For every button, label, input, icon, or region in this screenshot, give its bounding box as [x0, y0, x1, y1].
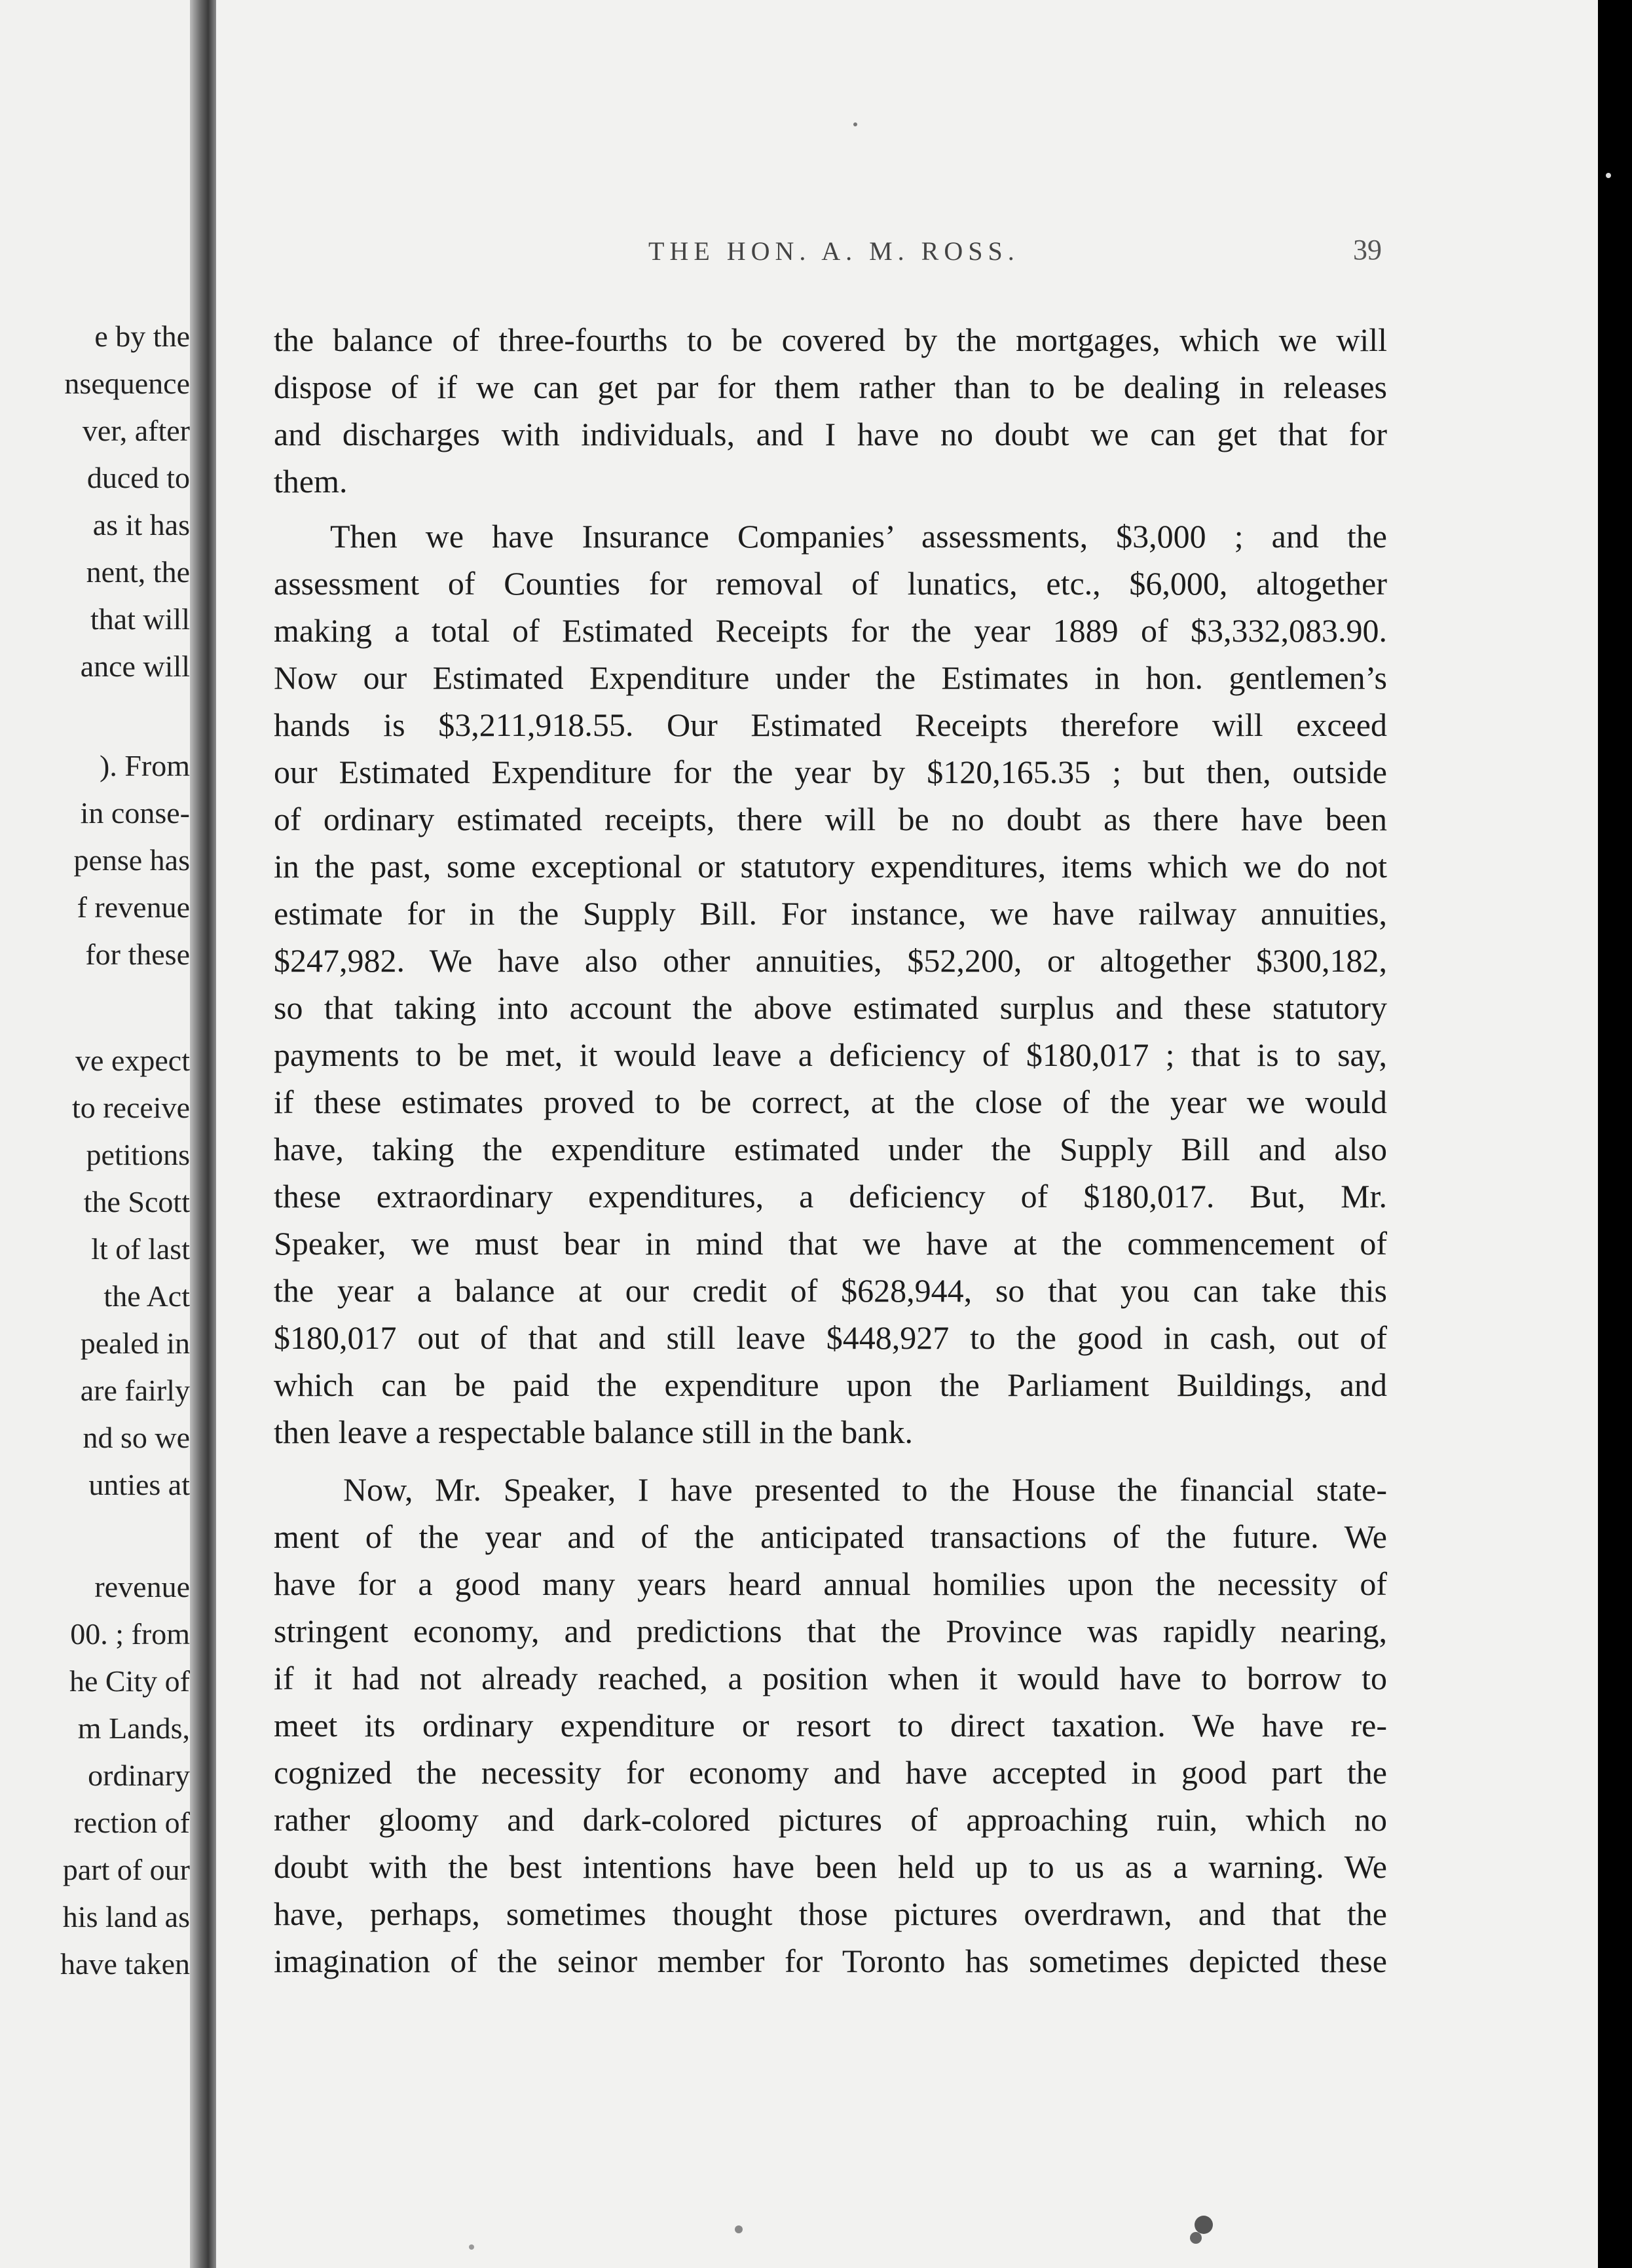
left-page-line: unties at — [88, 1468, 190, 1501]
left-page-line: the Scott — [83, 1185, 190, 1218]
body-line: Now, Mr. Speaker, I have presented to the House the financial state- — [343, 1471, 1387, 1508]
body-line: imagination of the seinor member for Toronto has sometimes depicted these — [274, 1943, 1387, 1979]
body-line: have, taking the expenditure estimated under the Supply Bill and also — [274, 1131, 1387, 1167]
scan-border — [1598, 0, 1632, 2268]
running-head: THE HON. A. M. ROSS. — [648, 236, 1020, 266]
body-line: estimate for in the Supply Bill. For instance, we have railway annuities, — [274, 895, 1387, 932]
body-line: in the past, some exceptional or statutory expenditures, items which we do not — [274, 848, 1387, 885]
body-line: assessment of Counties for removal of lunatics, etc., $6,000, altogether — [274, 565, 1387, 602]
body-line: doubt with the best intentions have been held up to us as a warning. We — [274, 1848, 1387, 1885]
body-line: $247,982. We have also other annuities, $52,200, or altogether $300,182, — [274, 942, 1387, 979]
body-line: the balance of three-fourths to be covered by the mortgages, which we will — [274, 321, 1387, 358]
left-page-line: ve expect — [75, 1044, 190, 1077]
body-line: have for a good many years heard annual homilies upon the necessity of — [274, 1565, 1387, 1602]
book-gutter — [190, 0, 216, 2268]
body-line: them. — [274, 463, 348, 500]
body-line: these extraordinary expenditures, a deficiency of $180,017. But, Mr. — [274, 1178, 1387, 1215]
left-page-line: nd so we — [83, 1421, 190, 1454]
left-page-line: to receive — [71, 1091, 190, 1124]
body-line: Speaker, we must bear in mind that we have at the commencement of — [274, 1225, 1387, 1262]
left-page-line: he City of — [69, 1664, 190, 1698]
body-line: have, perhaps, sometimes thought those pictures overdrawn, and that the — [274, 1895, 1387, 1932]
body-line: of ordinary estimated receipts, there will be no doubt as there have been — [274, 801, 1387, 837]
left-page-line: in conse- — [80, 796, 190, 830]
left-page-line: pealed in — [80, 1326, 190, 1360]
left-page-line: lt of last — [91, 1232, 190, 1266]
left-page-line: his land as — [62, 1900, 190, 1933]
body-line: stringent economy, and predictions that the Province was rapidly nearing, — [274, 1613, 1387, 1649]
body-line: cognized the necessity for economy and have accepted in good part the — [274, 1754, 1387, 1791]
body-line: $180,017 out of that and still leave $448,927 to the good in cash, out of — [274, 1319, 1387, 1356]
body-line: hands is $3,211,918.55. Our Estimated Receipts therefore will exceed — [274, 706, 1387, 743]
left-page-line: pense has — [73, 843, 190, 877]
left-page-line: petitions — [86, 1138, 190, 1171]
left-page-line: ver, after — [82, 414, 190, 447]
body-line: ment of the year and of the anticipated transactions of the future. We — [274, 1518, 1387, 1555]
left-page-line: are fairly — [80, 1374, 190, 1407]
body-line: then leave a respectable balance still in the bank. — [274, 1414, 913, 1450]
left-page-line: rection of — [73, 1806, 190, 1839]
left-page-line: the Act — [103, 1279, 190, 1313]
left-page-line: nsequence — [64, 367, 190, 400]
left-page-line: f revenue — [77, 890, 190, 924]
left-page-line: ). From — [100, 749, 190, 782]
body-line: the year a balance at our credit of $628,944, so that you can take this — [274, 1272, 1387, 1309]
body-line: so that taking into account the above estimated surplus and these statutory — [274, 989, 1387, 1026]
body-line: dispose of if we can get par for them rather than to be dealing in releases — [274, 369, 1387, 405]
body-line: meet its ordinary expenditure or resort to direct taxation. We have re- — [274, 1707, 1387, 1744]
left-page-line: for these — [85, 938, 190, 971]
left-page-line: duced to — [86, 461, 190, 494]
body-line: payments to be met, it would leave a deficiency of $180,017 ; that is to say, — [274, 1036, 1387, 1073]
left-page-line: e by the — [94, 320, 190, 353]
body-line: which can be paid the expenditure upon the Parliament Buildings, and — [274, 1366, 1387, 1403]
left-page-line: revenue — [94, 1570, 190, 1603]
left-page-line: ance will — [80, 649, 190, 683]
body-line: Now our Estimated Expenditure under the Estimates in hon. gentlemen’s — [274, 659, 1387, 696]
body-line: if it had not already reached, a position when it would have to borrow to — [274, 1660, 1387, 1696]
left-page-line: part of our — [62, 1853, 190, 1886]
left-page-line: ordinary — [88, 1759, 190, 1792]
body-line: making a total of Estimated Receipts for the year 1889 of $3,332,083.90. — [274, 612, 1387, 649]
body-line: and discharges with individuals, and I have no doubt we can get that for — [274, 416, 1387, 452]
body-line: Then we have Insurance Companies’ assessments, $3,000 ; and the — [330, 518, 1387, 555]
body-line: if these estimates proved to be correct, at the close of the year we would — [274, 1084, 1387, 1120]
body-line: rather gloomy and dark-colored pictures of approaching ruin, which no — [274, 1801, 1387, 1838]
body-line: our Estimated Expenditure for the year by $120,165.35 ; but then, outside — [274, 754, 1387, 790]
left-page-line: nent, the — [86, 555, 190, 589]
left-page-line: 00. ; from — [70, 1617, 190, 1651]
left-page-line: that will — [90, 602, 190, 636]
left-page-line: as it has — [92, 508, 190, 541]
left-page-line: m Lands, — [77, 1711, 190, 1745]
left-page-fragment — [0, 0, 190, 2268]
left-page-line: have taken — [60, 1947, 190, 1981]
page-number: 39 — [1353, 234, 1382, 266]
